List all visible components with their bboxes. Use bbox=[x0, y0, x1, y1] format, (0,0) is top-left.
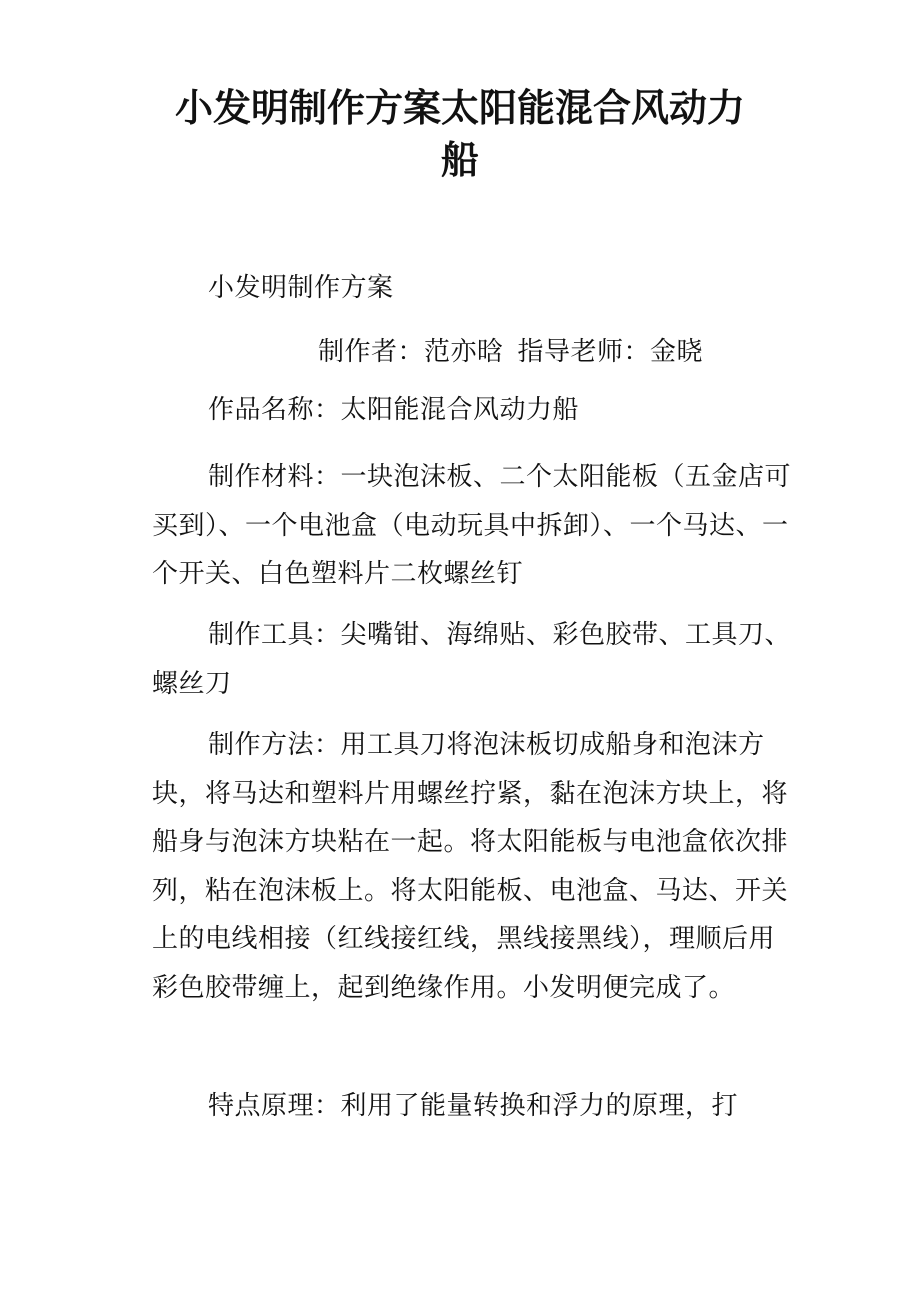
document-subtitle: 小发明制作方案 bbox=[208, 273, 394, 303]
work-name-paragraph: 作品名称：太阳能混合风动力船 bbox=[208, 395, 580, 425]
document-title: 小发明制作方案太阳能混合风动力船 bbox=[174, 86, 745, 182]
tools-paragraph: 制作工具：尖嘴钳、海绵贴、彩色胶带、工具刀、螺丝刀 bbox=[152, 620, 792, 699]
author-line bbox=[318, 332, 703, 372]
author-label: 制作者：范亦晗 bbox=[318, 337, 504, 367]
materials-paragraph: 制作材料：一块泡沫板、二个太阳能板（五金店可买到）、一个电池盒（电动玩具中拆卸）、一个马达、一个开关、白色塑料片二枚螺丝钉 bbox=[152, 462, 792, 589]
advisor-label: 指导老师：金晓 bbox=[517, 337, 704, 367]
method-paragraph: 制作方法：用工具刀将泡沫板切成船身和泡沫方块，将马达和塑料片用螺丝拧紧，黏在泡沫方块上，将船身与泡沫方块粘在一起。将太阳能板与电池盒依次排列，粘在泡沫板上。将太阳能板、电池盒、马达、开关上的电线相接（红线接红线，黑线接黑线），理顺后用彩色胶带缠上，起到绝缘作用。小发明便完成了。 bbox=[152, 730, 789, 1003]
principle-paragraph: 特点原理：利用了能量转换和浮力的原理，打 bbox=[208, 1091, 739, 1121]
